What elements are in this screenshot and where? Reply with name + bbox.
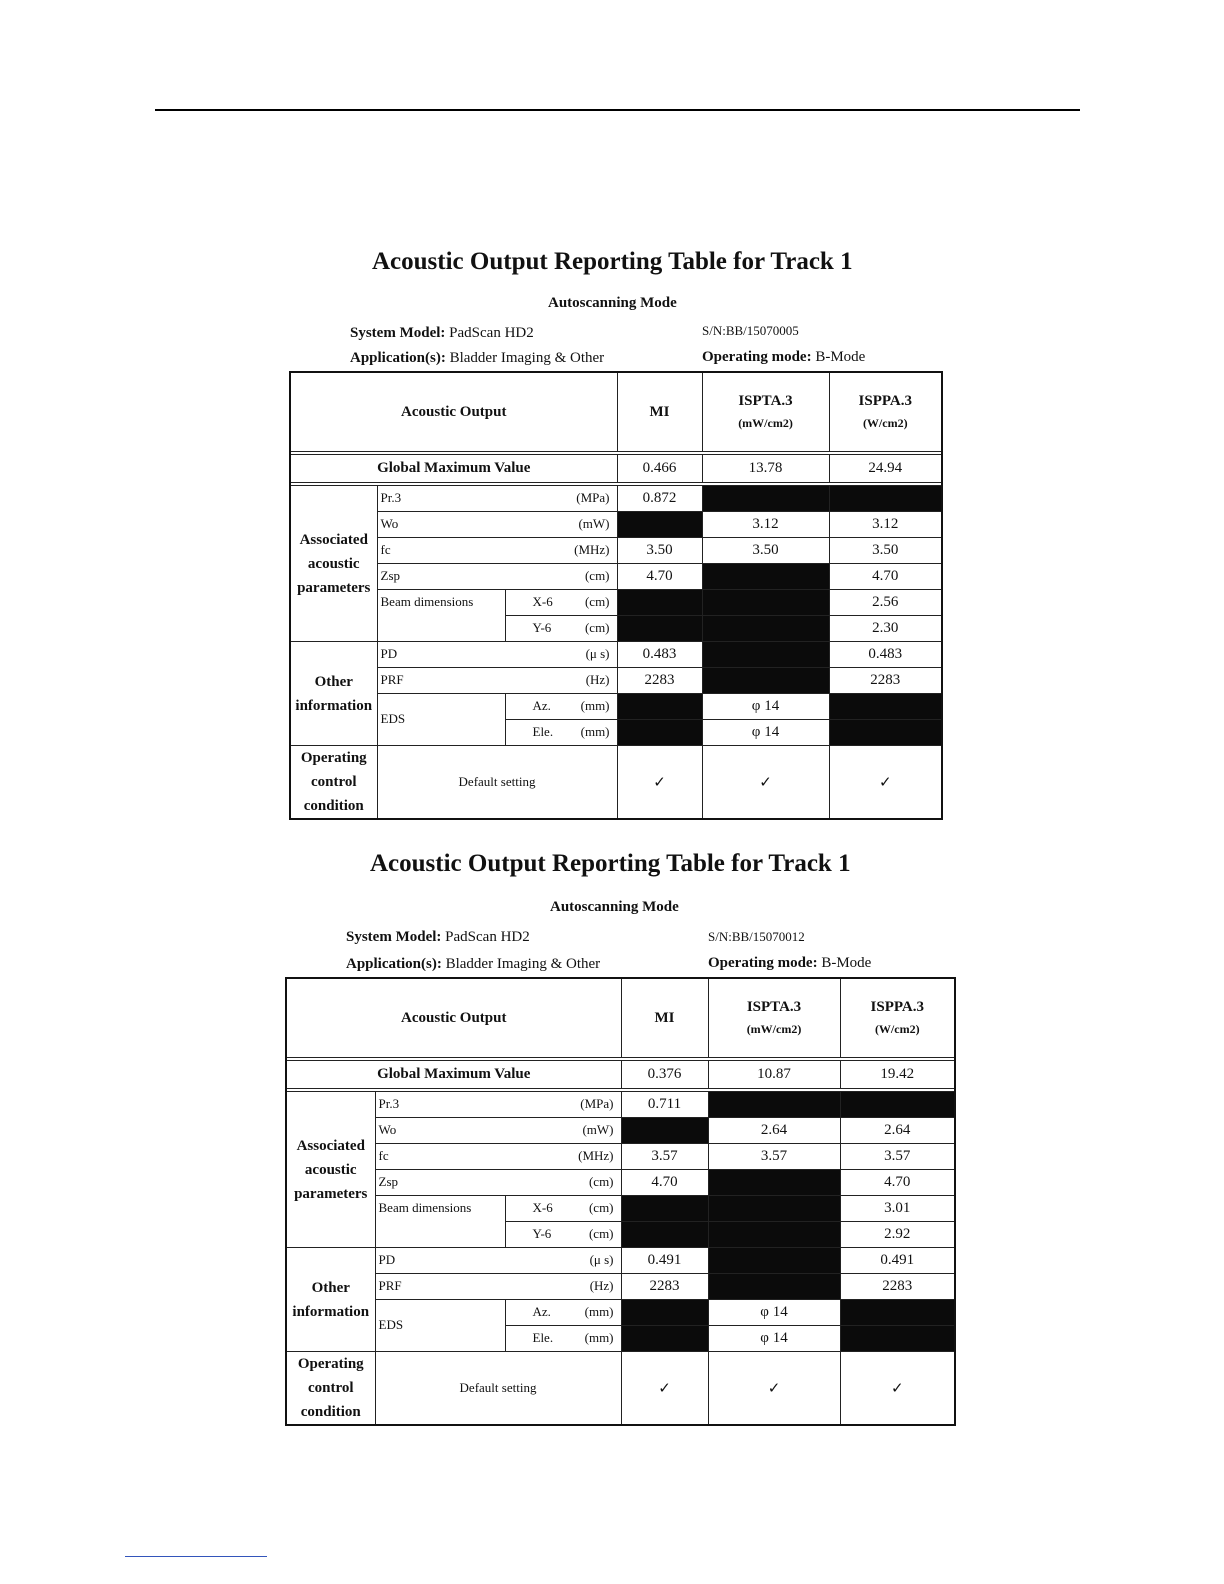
applications-value: Bladder Imaging & Other [449, 350, 605, 366]
acoustic-output-table [285, 977, 956, 1426]
param-wo [375, 1118, 621, 1144]
table-title: Acoustic Output Reporting Table for Track 1 [370, 850, 851, 877]
isppa-unit: (W/cm2) [862, 416, 908, 430]
isppa-unit: (W/cm2) [874, 1022, 920, 1036]
system-model-label: System Model: [346, 929, 442, 945]
associated-params-label: Associated acoustic parameters [286, 1092, 375, 1248]
pr3-label: Pr.3 [378, 1096, 400, 1111]
eds-az-unit: (mm) [580, 698, 610, 713]
param-pd [375, 1248, 621, 1274]
isppa-label: ISPPA.3 [858, 393, 912, 409]
eds-ele-label: Ele. [532, 1330, 554, 1345]
beam-dimensions-label: Beam dimensions [375, 1196, 505, 1248]
global-max-label: Global Maximum Value [290, 455, 617, 483]
beam-x [505, 1196, 621, 1222]
beam-y-isppa: 2.30 [829, 616, 942, 642]
eds-label: EDS [375, 1300, 505, 1352]
blackout-cell [708, 1170, 840, 1196]
fc-ispta: 3.50 [702, 538, 829, 564]
header-ispta [708, 978, 840, 1058]
beam-x-unit: (cm) [584, 594, 610, 609]
beam-dimensions-label: Beam dimensions [377, 590, 505, 642]
blackout-cell [708, 1274, 840, 1300]
system-model-label: System Model: [350, 325, 446, 341]
fc-mi: 3.50 [617, 538, 702, 564]
serial-number: S/N:BB/15070005 [702, 323, 799, 338]
beam-x-isppa: 2.56 [829, 590, 942, 616]
zsp-isppa: 4.70 [840, 1170, 955, 1196]
blackout-cell [621, 1326, 708, 1352]
zsp-unit: (cm) [584, 568, 610, 583]
beam-x-unit: (cm) [588, 1200, 614, 1215]
wo-label: Wo [380, 516, 399, 531]
fc-isppa: 3.57 [840, 1144, 955, 1170]
pd-label: PD [378, 1252, 396, 1267]
system-model [346, 929, 530, 946]
prf-label: PRF [378, 1278, 402, 1293]
global-max-isppa: 24.94 [829, 455, 942, 483]
pr3-unit: (MPa) [576, 490, 610, 505]
operating-condition-label: Operating control condition [290, 746, 377, 820]
applications-value: Bladder Imaging & Other [445, 956, 601, 972]
pd-mi: 0.491 [621, 1248, 708, 1274]
default-setting: Default setting [377, 746, 617, 820]
wo-ispta: 3.12 [702, 512, 829, 538]
beam-y-unit: (cm) [584, 620, 610, 635]
applications [346, 956, 600, 973]
pd-isppa: 0.491 [840, 1248, 955, 1274]
param-pr3 [375, 1092, 621, 1118]
prf-mi: 2283 [617, 668, 702, 694]
operating-mode-label: Operating mode: [702, 349, 812, 365]
eds-az-ispta: φ 14 [702, 694, 829, 720]
beam-y [505, 1222, 621, 1248]
header-mi: MI [621, 978, 708, 1058]
eds-ele-label: Ele. [532, 724, 554, 739]
serial-number: S/N:BB/15070012 [708, 929, 805, 944]
pd-label: PD [380, 646, 398, 661]
prf-isppa: 2283 [829, 668, 942, 694]
ispta-unit: (mW/cm2) [738, 416, 793, 430]
prf-unit: (Hz) [589, 1278, 614, 1293]
blackout-cell [840, 1326, 955, 1352]
check-isppa: ✓ [840, 1352, 955, 1426]
operating-mode-value: B-Mode [821, 955, 872, 971]
check-mi: ✓ [617, 746, 702, 820]
prf-isppa: 2283 [840, 1274, 955, 1300]
pr3-label: Pr.3 [380, 490, 402, 505]
eds-az [505, 1300, 621, 1326]
eds-ele-ispta: φ 14 [708, 1326, 840, 1352]
wo-unit: (mW) [578, 516, 610, 531]
beam-x-isppa: 3.01 [840, 1196, 955, 1222]
fc-unit: (MHz) [574, 542, 610, 557]
isppa-label: ISPPA.3 [870, 999, 924, 1015]
global-max-mi: 0.376 [621, 1061, 708, 1089]
ispta-label: ISPTA.3 [746, 999, 802, 1015]
mode-label: Autoscanning Mode [550, 899, 679, 915]
zsp-label: Zsp [380, 568, 400, 583]
prf-unit: (Hz) [585, 672, 610, 687]
blackout-cell [708, 1196, 840, 1222]
ispta-unit: (mW/cm2) [746, 1022, 802, 1036]
blackout-cell [621, 1222, 708, 1248]
blackout-cell [708, 1092, 840, 1118]
beam-x-label: X-6 [532, 594, 553, 609]
table-title: Acoustic Output Reporting Table for Track 1 [372, 248, 853, 275]
footer-link-underline [125, 1556, 267, 1557]
global-max-ispta: 10.87 [708, 1061, 840, 1089]
zsp-label: Zsp [378, 1174, 398, 1189]
eds-ele [505, 1326, 621, 1352]
wo-ispta: 2.64 [708, 1118, 840, 1144]
fc-mi: 3.57 [621, 1144, 708, 1170]
system-model-value: PadScan HD2 [449, 325, 534, 341]
prf-label: PRF [380, 672, 404, 687]
pr3-unit: (MPa) [580, 1096, 614, 1111]
other-information-label: Other information [290, 642, 377, 746]
default-setting: Default setting [375, 1352, 621, 1426]
header-acoustic-output: Acoustic Output [286, 978, 621, 1058]
wo-isppa: 2.64 [840, 1118, 955, 1144]
blackout-cell [708, 1222, 840, 1248]
blackout-cell [621, 1118, 708, 1144]
eds-az-ispta: φ 14 [708, 1300, 840, 1326]
wo-unit: (mW) [582, 1122, 614, 1137]
beam-x-label: X-6 [532, 1200, 553, 1215]
beam-y-isppa: 2.92 [840, 1222, 955, 1248]
param-zsp [375, 1170, 621, 1196]
fc-unit: (MHz) [578, 1148, 614, 1163]
global-max-ispta: 13.78 [702, 455, 829, 483]
fc-ispta: 3.57 [708, 1144, 840, 1170]
pd-unit: (μ s) [585, 646, 610, 661]
pr3-mi: 0.872 [617, 486, 702, 512]
blackout-cell [840, 1092, 955, 1118]
pd-mi: 0.483 [617, 642, 702, 668]
fc-isppa: 3.50 [829, 538, 942, 564]
beam-y-unit: (cm) [588, 1226, 614, 1241]
operating-mode-label: Operating mode: [708, 955, 818, 971]
operating-mode-value: B-Mode [815, 349, 866, 365]
eds-ele-unit: (mm) [580, 724, 610, 739]
pr3-mi: 0.711 [621, 1092, 708, 1118]
applications-label: Application(s): [346, 956, 442, 972]
zsp-unit: (cm) [588, 1174, 614, 1189]
mode-label: Autoscanning Mode [548, 295, 677, 311]
blackout-cell [621, 1196, 708, 1222]
other-information-label: Other information [286, 1248, 375, 1352]
check-ispta: ✓ [702, 746, 829, 820]
blackout-cell [708, 1248, 840, 1274]
eds-az-label: Az. [532, 1304, 551, 1319]
check-mi: ✓ [621, 1352, 708, 1426]
beam-y-label: Y-6 [532, 1226, 552, 1241]
eds-ele-ispta: φ 14 [702, 720, 829, 746]
operating-condition-label: Operating control condition [286, 1352, 375, 1426]
wo-isppa: 3.12 [829, 512, 942, 538]
operating-mode [708, 955, 871, 972]
eds-ele-unit: (mm) [584, 1330, 614, 1345]
blackout-cell [840, 1300, 955, 1326]
zsp-mi: 4.70 [617, 564, 702, 590]
system-model-value: PadScan HD2 [445, 929, 530, 945]
eds-label: EDS [377, 694, 505, 746]
associated-params-label: Associated acoustic parameters [290, 486, 377, 642]
pd-unit: (μ s) [589, 1252, 614, 1267]
applications-label: Application(s): [350, 350, 446, 366]
global-max-mi: 0.466 [617, 455, 702, 483]
fc-label: fc [378, 1148, 389, 1163]
beam-y-label: Y-6 [532, 620, 552, 635]
eds-az-unit: (mm) [584, 1304, 614, 1319]
prf-mi: 2283 [621, 1274, 708, 1300]
check-isppa: ✓ [829, 746, 942, 820]
header-acoustic-output: Acoustic Output [290, 372, 617, 452]
fc-label: fc [380, 542, 391, 557]
param-prf [375, 1274, 621, 1300]
ispta-label: ISPTA.3 [738, 393, 793, 409]
pd-isppa: 0.483 [829, 642, 942, 668]
header-mi: MI [617, 372, 702, 452]
blackout-cell [621, 1300, 708, 1326]
zsp-isppa: 4.70 [829, 564, 942, 590]
global-max-label: Global Maximum Value [286, 1061, 621, 1089]
eds-az-label: Az. [532, 698, 551, 713]
zsp-mi: 4.70 [621, 1170, 708, 1196]
wo-label: Wo [378, 1122, 397, 1137]
check-ispta: ✓ [708, 1352, 840, 1426]
param-fc [375, 1144, 621, 1170]
header-isppa [840, 978, 955, 1058]
global-max-isppa: 19.42 [840, 1061, 955, 1089]
